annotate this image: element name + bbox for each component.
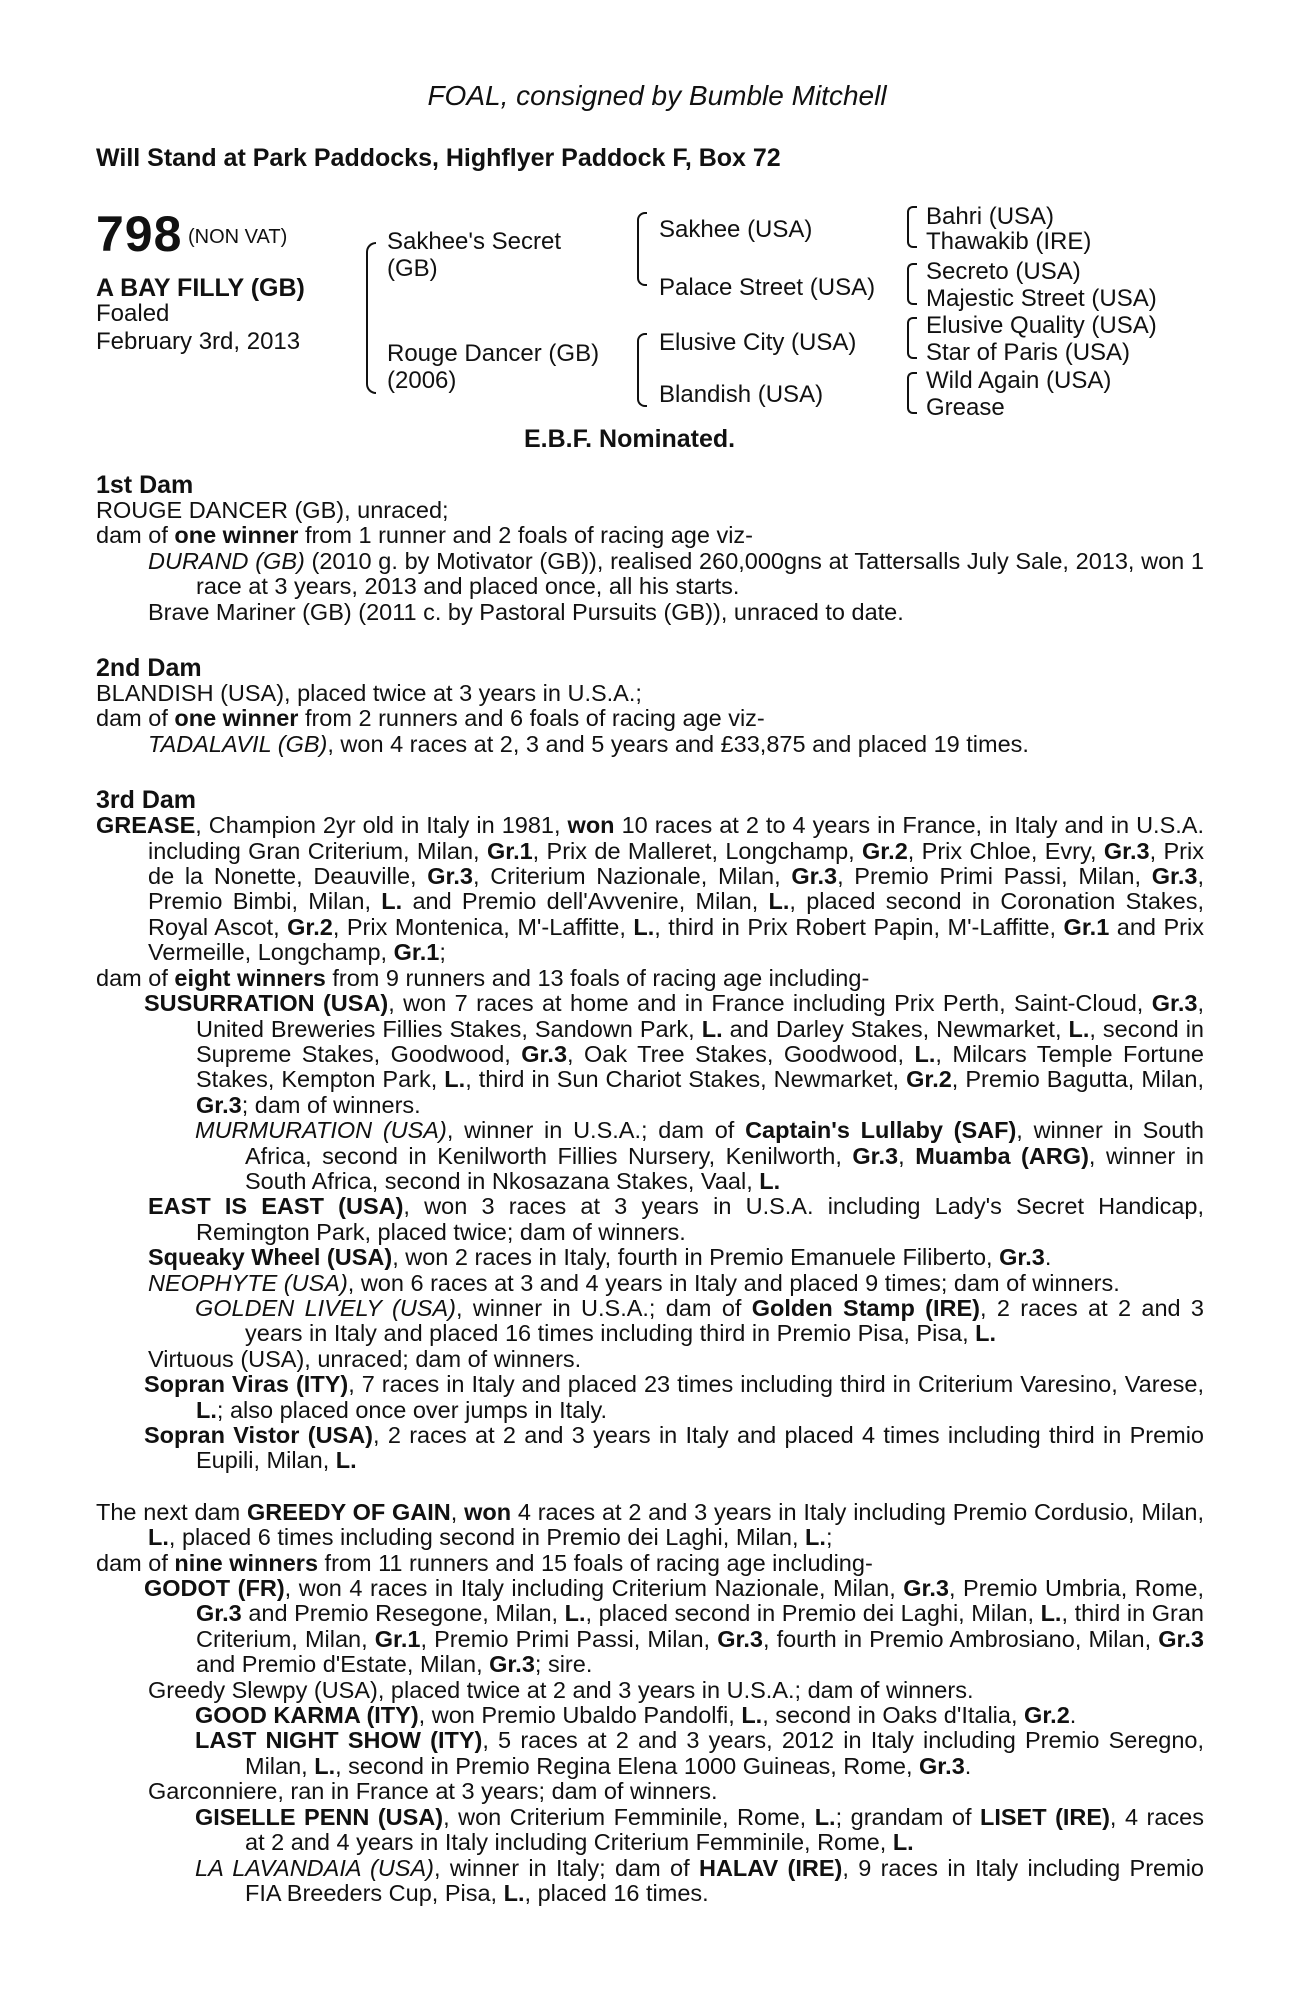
progeny-entry: Brave Mariner (GB) (2011 c. by Pastoral Pursuits (GB)), unraced to date. xyxy=(148,598,904,625)
pedigree-brace xyxy=(366,242,376,394)
progeny-entry: NEOPHYTE (USA), won 6 races at 3 and 4 years in Italy and placed 9 times; dam of winners. xyxy=(148,1269,1120,1296)
pedigree-g3: Bahri (USA) xyxy=(926,203,1055,230)
stand-location: Will Stand at Park Paddocks, Highflyer Paddock F, Box 72 xyxy=(96,144,781,172)
pedigree-g3: Elusive Quality (USA) xyxy=(926,312,1157,339)
progeny-entry: SUSURRATION (USA), won 7 races at home and in France including Prix Perth, Saint-Cloud, Gr.3, United Breweries Fillies Stakes, Sandown Park, L. and Darley Stakes, Newmarket, L., second in Supreme Stakes, Goodwood, Gr.3, Oak Tree Stakes, Goodwood, L., Milcars Temple Fortune Stakes, Kempton Park, L., third in Sun Chariot Stakes, Newmarket, Gr.2, Premio Bagutta, Milan, Gr.3; dam of winners. xyxy=(144,990,1205,1118)
pedigree-sire-suffix: (GB) xyxy=(387,255,438,282)
progeny-entry: GOOD KARMA (ITY), won Premio Ubaldo Pandolfi, L., second in Oaks d'Italia, Gr.2. xyxy=(195,1702,1077,1729)
pedigree-brace xyxy=(907,263,917,305)
third-dam-produce-summary: dam of eight winners from 9 runners and 13 foals of racing age including- xyxy=(96,964,870,991)
pedigree-brace xyxy=(907,372,917,414)
progeny-entry: LA LAVANDAIA (USA), winner in Italy; dam of HALAV (IRE), 9 races in Italy including Premio FIA Breeders Cup, Pisa, L., placed 16 times. xyxy=(195,1854,1204,1906)
pedigree-dam: Rouge Dancer (GB) xyxy=(387,340,600,367)
pedigree-brace xyxy=(637,212,647,286)
progeny-entry: DURAND (GB) (2010 g. by Motivator (GB)), realised 260,000gns at Tattersalls July Sale, 2013, won 1 race at 3 years, 2013 and placed once, all his starts. xyxy=(148,547,1204,600)
lot-number: 798 xyxy=(96,206,183,262)
first-dam-name: ROUGE DANCER (GB), unraced; xyxy=(96,497,449,523)
page-title: FOAL, consigned by Bumble Mitchell xyxy=(427,80,887,111)
third-dam-record: GREASE, Champion 2yr old in Italy in 1981, won 10 races at 2 to 4 years in France, in Italy and in U.S.A. including Gran Criterium, Milan, Gr.1, Prix de Malleret, Longchamp, Gr.2, Prix Chloe, Evry, Gr.3, Prix de la Nonette, Deauville, Gr.3, Criterium Nazionale, Milan, Gr.3, Premio Primi Passi, Milan, Gr.3, Premio Bimbi, Milan, L. and Premio dell'Avvenire, Milan, L., placed second in Coronation Stakes, Royal Ascot, Gr.2, Prix Montenica, M'-Laffitte, L., third in Prix Robert Papin, M'-Laffitte, Gr.1 and Prix Vermeille, Longchamp, Gr.1; xyxy=(96,812,1205,966)
pedigree-g3: Star of Paris (USA) xyxy=(926,339,1131,366)
second-dam-name: BLANDISH (USA), placed twice at 3 years in U.S.A.; xyxy=(96,680,642,707)
pedigree-dam-suffix: (2006) xyxy=(387,367,457,394)
progeny-entry: MURMURATION (USA), winner in U.S.A.; dam of Captain's Lullaby (SAF), winner in South Africa, second in Kenilworth Fillies Nursery, Kenilworth, Gr.3, Muamba (ARG), winner in South Africa, second in Nkosazana Stakes, Vaal, L. xyxy=(195,1117,1204,1194)
pedigree-g3: Secreto (USA) xyxy=(926,258,1081,285)
dam-line-body xyxy=(96,472,1204,1906)
progeny-entry: GODOT (FR), won 4 races in Italy including Criterium Nazionale, Milan, Gr.3, Premio Umbria, Rome, Gr.3 and Premio Resegone, Milan, L., placed second in Premio dei Laghi, Milan, L., third in Gran Criterium, Milan, Gr.1, Premio Primi Passi, Milan, Gr.3, fourth in Premio Ambrosiano, Milan, Gr.3 and Premio d'Estate, Milan, Gr.3; sire. xyxy=(144,1575,1205,1678)
third-dam-heading: 3rd Dam xyxy=(96,786,197,815)
progeny-entry: Sopran Viras (ITY), 7 races in Italy and placed 23 times including third in Criterium Varesino, Varese, L.; also placed once over jumps in Italy. xyxy=(144,1371,1204,1423)
pedigree-dam-sire: Elusive City (USA) xyxy=(659,329,857,356)
pedigree-g3: Majestic Street (USA) xyxy=(926,285,1157,312)
second-dam-heading: 2nd Dam xyxy=(96,654,202,683)
progeny-entry: Squeaky Wheel (USA), won 2 races in Italy, fourth in Premio Emanuele Filiberto, Gr.3. xyxy=(148,1244,1052,1271)
pedigree-sire-sire: Sakhee (USA) xyxy=(659,216,813,243)
pedigree-g3: Wild Again (USA) xyxy=(926,367,1112,394)
vat-status: (NON VAT) xyxy=(188,226,288,248)
lot-description: A BAY FILLY (GB) xyxy=(96,274,305,302)
progeny-entry: TADALAVIL (GB), won 4 races at 2, 3 and 5 years and £33,875 and placed 19 times. xyxy=(148,730,1029,757)
next-dam-record: The next dam GREEDY OF GAIN, won 4 races at 2 and 3 years in Italy including Premio Cordusio, Milan, L., placed 6 times including second in Premio dei Laghi, Milan, L.; xyxy=(96,1498,1205,1551)
progeny-entry: LAST NIGHT SHOW (ITY), 5 races at 2 and 3 years, 2012 in Italy including Premio Seregno, Milan, L., second in Premio Regina Elena 1000 Guineas, Rome, Gr.3. xyxy=(195,1727,1204,1779)
next-dam-produce-summary: dam of nine winners from 11 runners and 15 foals of racing age including- xyxy=(96,1549,873,1576)
pedigree-sire: Sakhee's Secret xyxy=(387,228,562,255)
progeny-entry: Virtuous (USA), unraced; dam of winners. xyxy=(148,1345,582,1372)
second-dam-produce-summary: dam of one winner from 2 runners and 6 foals of racing age viz- xyxy=(96,705,765,732)
progeny-entry: Greedy Slewpy (USA), placed twice at 2 and 3 years in U.S.A.; dam of winners. xyxy=(148,1676,974,1703)
progeny-entry: GISELLE PENN (USA), won Criterium Femminile, Rome, L.; grandam of LISET (IRE), 4 races at 2 and 4 years in Italy including Criterium Femminile, Rome, L. xyxy=(195,1803,1204,1856)
pedigree-dam-dam: Blandish (USA) xyxy=(659,381,824,408)
first-dam-heading: 1st Dam xyxy=(96,471,194,499)
progeny-entry: Garconniere, ran in France at 3 years; dam of winners. xyxy=(148,1778,718,1805)
progeny-entry: EAST IS EAST (USA), won 3 races at 3 years in U.S.A. including Lady's Secret Handicap, Remington Park, placed twice; dam of winners. xyxy=(148,1193,1204,1245)
foaled-label: Foaled xyxy=(96,300,170,327)
first-dam-produce-summary: dam of one winner from 1 runner and 2 foals of racing age viz- xyxy=(96,522,753,549)
pedigree-brace xyxy=(907,317,917,359)
pedigree-g3: Thawakib (IRE) xyxy=(926,228,1092,255)
progeny-entry: GOLDEN LIVELY (USA), winner in U.S.A.; dam of Golden Stamp (IRE), 2 races at 2 and 3 years in Italy and placed 16 times including third in Premio Pisa, Pisa, L. xyxy=(195,1294,1204,1347)
pedigree-brace xyxy=(907,206,917,248)
pedigree-sire-dam: Palace Street (USA) xyxy=(659,274,876,301)
ebf-nomination: E.B.F. Nominated. xyxy=(524,425,736,453)
pedigree-g3: Grease xyxy=(926,394,1005,421)
pedigree-brace xyxy=(637,333,647,407)
foaled-date: February 3rd, 2013 xyxy=(96,328,301,355)
progeny-entry: Sopran Vistor (USA), 2 races at 2 and 3 years in Italy and placed 4 times including third in Premio Eupili, Milan, L. xyxy=(144,1422,1205,1474)
